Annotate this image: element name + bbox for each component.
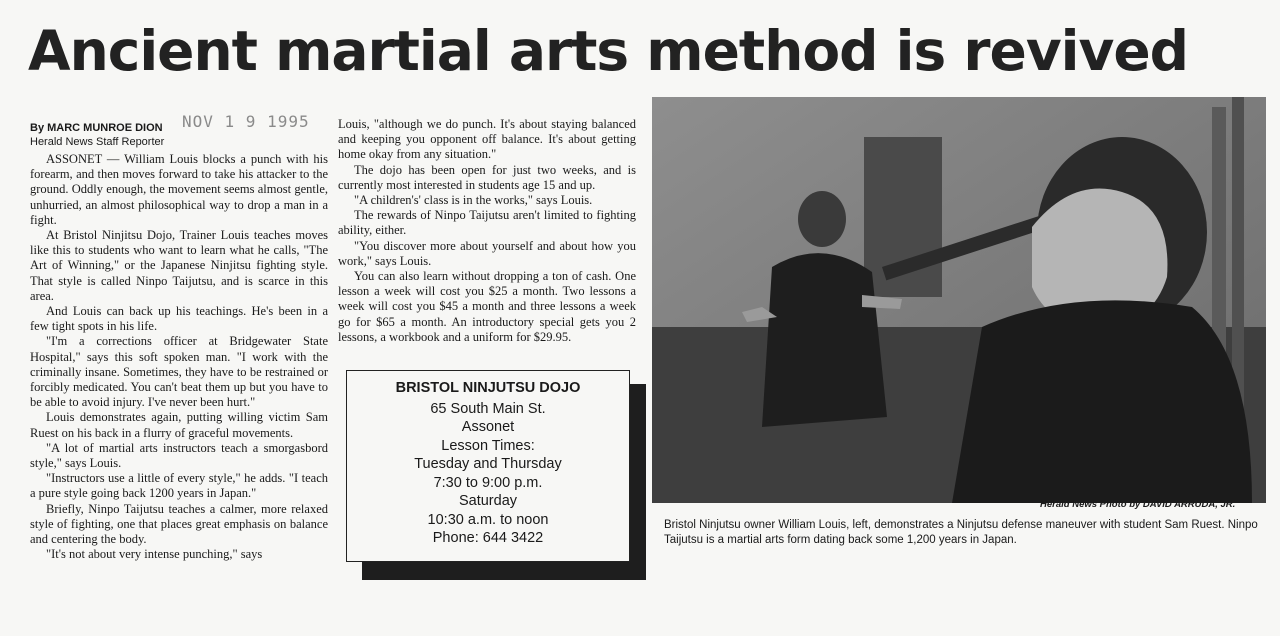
byline: By MARC MUNROE DION <box>30 122 163 134</box>
paragraph: ASSONET — William Louis blocks a punch with his forearm, and then moves forward to take his attacker to the ground. Oddly enough, the movement seems almost gentle, unhurried, an almost philosophical way to drop a man in a fight. <box>30 152 328 227</box>
paragraph: "Instructors use a little of every style," he adds. "I teach a pure style going back 1200 years in Japan." <box>30 471 328 501</box>
info-box-times-label: Lesson Times: <box>441 437 535 454</box>
paragraph: Louis, "although we do punch. It's about staying balanced and keeping you opponent off balance. It's about getting home okay from any situation." <box>338 117 636 162</box>
paragraph: At Bristol Ninjitsu Dojo, Trainer Louis teaches moves like this to students who want to learn what he calls, "The Art of Winning," or the Japanese Ninjitsu fighting style. That style is called Ninpo Taijutsu, and is scarce in this area. <box>30 228 328 303</box>
info-box-time-2: 10:30 a.m. to noon <box>427 511 549 528</box>
info-box-address: 65 South Main St. <box>430 400 546 417</box>
paragraph: "It's not about very intense punching," says <box>46 547 263 562</box>
paragraph: "A children's' class is in the works," says Louis. <box>354 193 593 208</box>
paragraph: Louis demonstrates again, putting willing victim Sam Ruest on his back in a flurry of graceful movements. <box>30 410 328 440</box>
photo-illustration <box>652 97 1266 503</box>
photo-caption: Bristol Ninjutsu owner William Louis, left, demonstrates a Ninjutsu defense maneuver with student Sam Ruest. Ninpo Taijutsu is a martial arts form dating back some 1,200 years in Japan. <box>664 519 1258 546</box>
paragraph: Briefly, Ninpo Taijutsu teaches a calmer, more relaxed style of fighting, one that places great emphasis on balance and centering the body. <box>30 501 328 547</box>
info-box-title: BRISTOL NINJUTSU DOJO <box>395 380 581 396</box>
paragraph: You can also learn without dropping a ton of cash. One lesson a week will cost you $25 a month. Two lessons a week will cost you $45 a month and three lessons a week go for $65 a month. An introductory special gets you 2 lessons, a workbook and a uniform for $29.95. <box>338 269 636 344</box>
paragraph: "You discover more about yourself and about how you work," says Louis. <box>338 238 636 268</box>
paragraph: "A lot of martial arts instructors teach a smorgasbord style," says Louis. <box>30 440 328 471</box>
info-box-town: Assonet <box>461 419 515 435</box>
info-box-days-2: Saturday <box>458 493 518 509</box>
byline-role: Herald News Staff Reporter <box>30 136 165 148</box>
date-stamp: NOV 1 9 1995 <box>182 112 310 131</box>
paragraph: "I'm a corrections officer at Bridgewater State Hospital," says this soft spoken man. "I work with the criminally insane. Sometimes, they have to be restrained or forcibly medicated. You can't beat them up but you have to be able to avoid injury. I've never been hurt." <box>30 334 328 410</box>
info-box-time-1: 7:30 to 9:00 p.m. <box>433 474 543 491</box>
martial-arts-photo <box>652 97 1266 503</box>
info-box-phone: Phone: 644 3422 <box>432 530 544 546</box>
article-column-2 <box>338 117 636 345</box>
paragraph: The dojo has been open for just two weeks, and is currently most interested in students age 15 and up. <box>338 162 636 192</box>
photo-credit: Herald News Photo by DAVID ARRUDA, JR. <box>1040 499 1236 510</box>
info-box <box>346 370 630 562</box>
paragraph: The rewards of Ninpo Taijutsu aren't limited to fighting ability, either. <box>338 208 636 238</box>
headline: Ancient martial arts method is revived <box>28 19 1189 83</box>
paragraph: And Louis can back up his teachings. He's been in a few tight spots in his life. <box>30 304 328 334</box>
article-column-1 <box>30 152 328 562</box>
info-box-days-1: Tuesday and Thursday <box>414 456 562 472</box>
